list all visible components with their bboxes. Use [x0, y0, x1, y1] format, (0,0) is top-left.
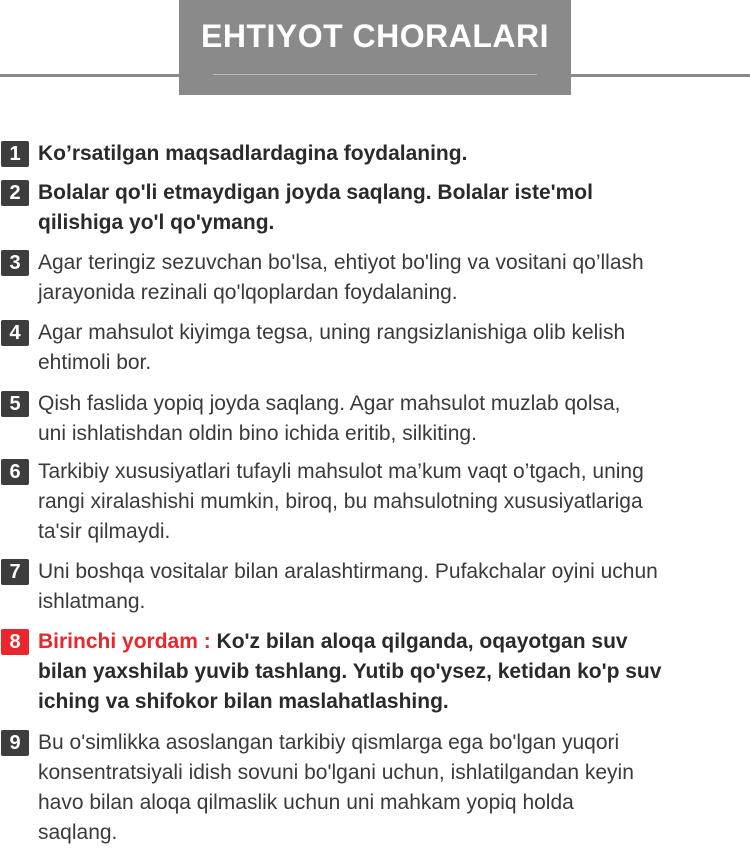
item-text: [38, 457, 750, 547]
item-line: iching va shifokor bilan maslahatlashing.: [38, 690, 449, 713]
item-text: [38, 139, 750, 169]
item-text: [38, 728, 750, 848]
item-line: jarayonida rezinali qo'lqoplardan foydalaning.: [38, 281, 458, 304]
item-line: Uni boshqa vositalar bilan aralashtirmang. Pufakchalar oyini uchun: [38, 560, 658, 583]
item-number-badge: 9: [1, 730, 29, 756]
item-line: saqlang.: [38, 821, 118, 844]
item-line: ishlatmang.: [38, 590, 146, 613]
item-text: [38, 557, 750, 617]
item-line: Agar mahsulot kiyimga tegsa, uning rangsizlanishiga olib kelish: [38, 321, 626, 344]
item-line: Ko’rsatilgan maqsadlardagina foydalaning.: [38, 142, 468, 165]
item-line: rangi xiralashishi mumkin, biroq, bu mahsulotning xususiyatlariga: [38, 490, 643, 513]
item-text: [38, 389, 750, 449]
item-number-badge: 2: [1, 180, 29, 206]
item-line: Qish faslida yopiq joyda saqlang. Agar mahsulot muzlab qolsa,: [38, 392, 621, 415]
first-aid-label: Birinchi yordam :: [38, 630, 217, 653]
page-title: EHTIYOT CHORALARI: [200, 18, 550, 54]
item-number-badge: 6: [1, 459, 29, 485]
item-number-badge: 5: [1, 391, 29, 417]
item-text: [38, 178, 750, 238]
item-line: ta'sir qilmaydi.: [38, 520, 171, 543]
item-line: bilan yaxshilab yuvib tashlang. Yutib qo'ysez, ketidan ko'p suv: [38, 660, 662, 683]
item-text: [38, 248, 750, 308]
item-line: konsentratsiyali idish sovuni bo'lgani uchun, ishlatilgandan keyin: [38, 761, 634, 784]
title-underline: [213, 74, 537, 75]
item-number-badge: 8: [1, 629, 29, 655]
item-number-badge: 3: [1, 250, 29, 276]
title-banner: [179, 0, 571, 95]
item-number-badge: 7: [1, 559, 29, 585]
item-line: ehtimoli bor.: [38, 351, 152, 374]
item-text: [38, 627, 750, 717]
item-number-badge: 1: [1, 141, 29, 167]
item-line: Bolalar qo'li etmaydigan joyda saqlang. Bolalar iste'mol: [38, 181, 593, 204]
item-line: uni ishlatishdan oldin bino ichida eritib, silkiting.: [38, 422, 477, 445]
item-number-badge: 4: [1, 320, 29, 346]
item-line: Ko'z bilan aloqa qilganda, oqayotgan suv: [216, 630, 628, 653]
item-line: Agar teringiz sezuvchan bo'lsa, ehtiyot bo'ling va vositani qo’llash: [38, 251, 644, 274]
item-line: Bu o'simlikka asoslangan tarkibiy qismlarga ega bo'lgan yuqori: [38, 731, 620, 754]
item-line: havo bilan aloqa qilmaslik uchun uni mahkam yopiq holda: [38, 791, 574, 814]
item-line: Tarkibiy xususiyatlari tufayli mahsulot ma’kum vaqt o’tgach, uning: [38, 460, 644, 483]
item-line: qilishiga yo'l qo'ymang.: [38, 211, 275, 234]
item-text: [38, 318, 750, 378]
